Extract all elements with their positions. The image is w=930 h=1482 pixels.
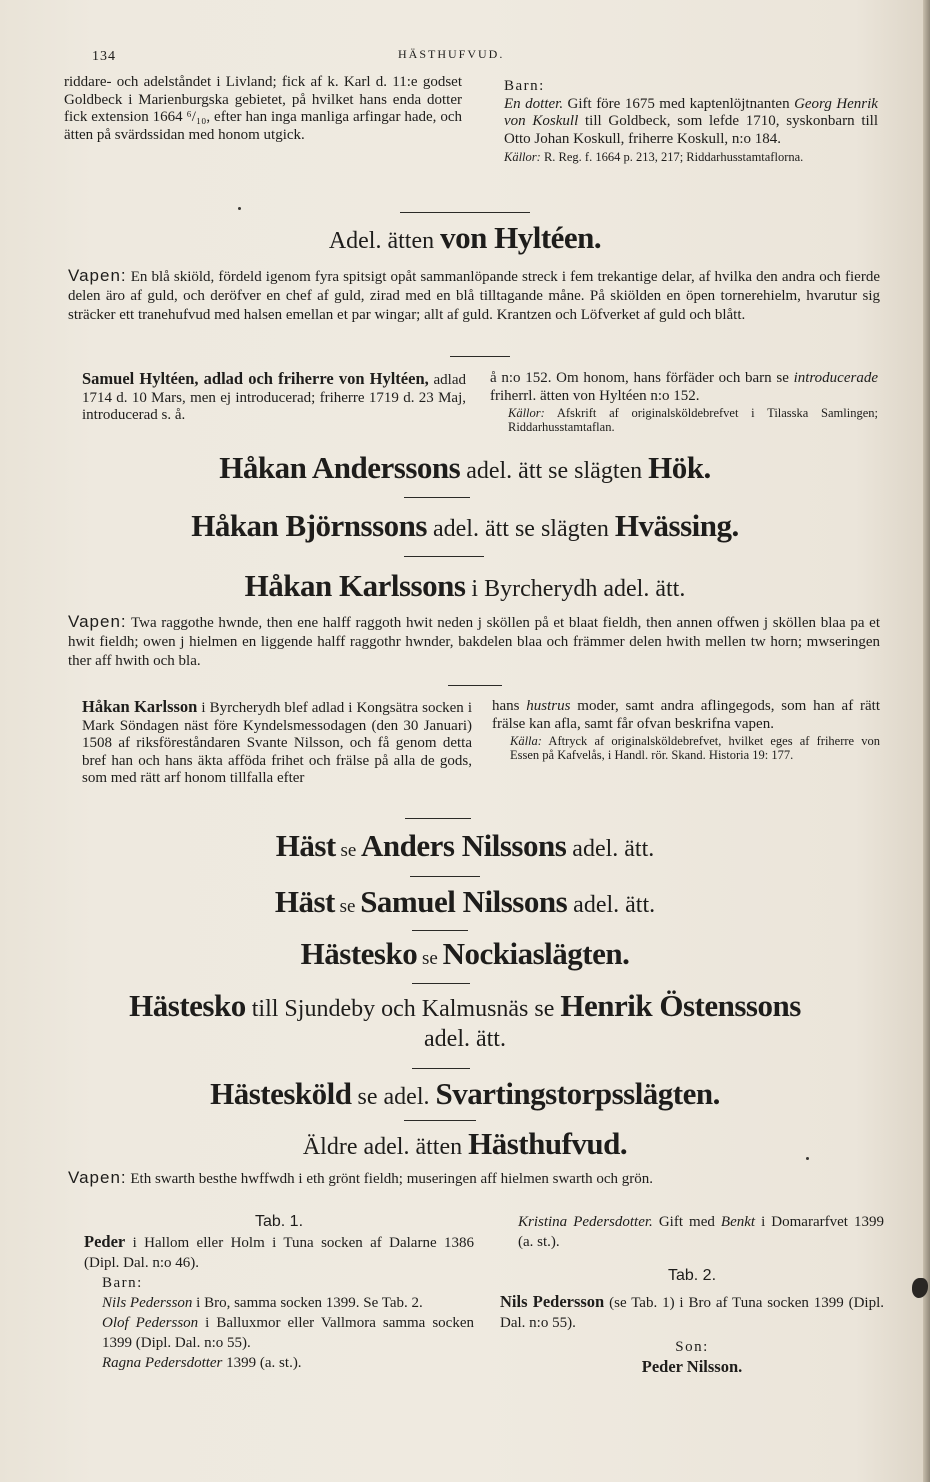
- xref1-target: Hök.: [648, 450, 711, 485]
- hylteen-right-b: friherrl. ätten von Hyltéen n:o 152.: [490, 387, 700, 404]
- section-divider: [410, 876, 480, 877]
- xref6-c: adel. ätt.: [424, 1026, 506, 1052]
- karlsson-right-a: hans: [492, 698, 527, 714]
- kristina-text-b: i Domararfvet 1399 (a. st.).: [518, 1214, 884, 1250]
- xref5-se: se: [417, 948, 443, 969]
- karlsson-hustrus: hustrus: [526, 698, 571, 714]
- ragna-name: Ragna Pedersdotter: [102, 1355, 223, 1371]
- barn-label: Barn:: [102, 1275, 143, 1291]
- section-divider: [405, 818, 471, 819]
- karlsson-vapen-label: Vapen:: [68, 612, 127, 631]
- hylteen-left-name: Samuel Hyltéen, adlad och friherre von Hyltéen,: [82, 369, 429, 388]
- xref-hakan-anderssons: [60, 450, 870, 486]
- nils-text: i Bro, samma socken 1399. Se Tab. 2.: [192, 1295, 423, 1311]
- hasthufvud-title: [60, 1126, 870, 1162]
- xref4-a: Häst: [274, 884, 335, 919]
- nils-entry: [84, 1293, 474, 1313]
- xref3-c: adel. ätt.: [566, 836, 655, 862]
- hasthufvud-left-column: [84, 1212, 474, 1373]
- peder-name: Peder: [84, 1232, 126, 1251]
- karlsson-title: [60, 568, 870, 604]
- section-divider: [448, 685, 502, 686]
- peder-entry: [84, 1232, 474, 1273]
- karlsson-right-text: [492, 698, 880, 733]
- hylteen-right-text: [490, 370, 878, 405]
- hylteen-title-pre: Adel. ätten: [328, 228, 441, 254]
- xref1-mid: adel. ätt se slägten: [460, 458, 649, 484]
- section-divider: [404, 1120, 476, 1121]
- koskull-dotter-rest-b: till Goldbeck, som lefde 1710, syskonbarn till Otto Johan Koskull, friherre Koskull, n:o 184.: [504, 113, 878, 147]
- olof-name: Olof Pedersson: [102, 1315, 199, 1331]
- section-divider: [412, 930, 468, 931]
- koskull-left-text: riddare- och adelståndet i Livland; fick af k. Karl d. 11:e godset Goldbeck i Marienburgska gebietet, på hvilket hans enda dotter fick extension 1664 ⁶/₁₀, efter han inga manliga arfingar hade, och ätten på svärdssidan med honom utgick.: [64, 74, 462, 143]
- koskull-kallor-text: R. Reg. f. 1664 p. 213, 217; Riddarhusstamtaflorna.: [540, 150, 804, 164]
- benkt-name: Benkt: [720, 1214, 756, 1230]
- hasthufvud-vapen: [68, 1168, 880, 1189]
- xref4-b: Samuel Nilssons: [360, 884, 568, 919]
- hasthufvud-title-name: Hästhufvud.: [468, 1126, 628, 1161]
- karlsson-right-b: moder, samt andra aflingegods, som han af rätt frälse kan afla, samt får ofvan beskrifna vapen.: [492, 698, 880, 732]
- xref-hakan-bjornssons: [60, 508, 870, 544]
- xref-hastesko-sjundeby: [60, 988, 870, 1024]
- hylteen-right-column: [490, 370, 878, 434]
- hylteen-left-rest: adlad 1714 d. 10 Mars, men ej introducerad; friherre 1719 d. 23 Maj, introducerad s. å.: [82, 372, 466, 423]
- section-divider: [400, 212, 530, 213]
- son-label: Son:: [675, 1339, 709, 1355]
- ragna-text: 1399 (a. st.).: [222, 1355, 302, 1371]
- hasthufvud-vapen-label: Vapen:: [68, 1168, 127, 1187]
- hylteen-title-name: von Hyltéen.: [440, 220, 602, 255]
- kristina-name: Kristina Pedersdotter.: [518, 1214, 653, 1230]
- karlsson-right-column: [492, 698, 880, 762]
- koskull-left-column: [64, 74, 462, 144]
- xref-hastesko-sjundeby-line2: [60, 1026, 870, 1053]
- hylteen-vapen-label: Vapen:: [68, 266, 127, 285]
- xref7-mid: se adel.: [351, 1084, 436, 1110]
- running-title: HÄSTHUFVUD.: [398, 47, 505, 61]
- xref2-target: Hvässing.: [614, 508, 739, 543]
- nils2-entry: [500, 1292, 884, 1333]
- xref3-b: Anders Nilssons: [361, 828, 567, 863]
- olof-text: i Balluxmor eller Vallmora samma socken 1399 (Dipl. Dal. n:o 55).: [102, 1315, 474, 1351]
- nils2-name: Nils Pedersson: [500, 1292, 605, 1311]
- olof-entry: [84, 1313, 474, 1353]
- hylteen-sources: [490, 406, 878, 434]
- section-divider: [404, 497, 470, 498]
- xref7-a: Hästesköld: [210, 1076, 352, 1111]
- karlsson-left-name: Håkan Karlsson: [82, 697, 198, 716]
- hasthufvud-vapen-text: Eth swarth besthe hwffwdh i eth grönt fieldh; museringen aff hielmen swarth och grön.: [126, 1171, 654, 1187]
- karlsson-sources: [492, 734, 880, 762]
- ragna-entry: [84, 1353, 474, 1373]
- tab2-heading: Tab. 2.: [667, 1267, 717, 1284]
- karlsson-kalla-label: Källa:: [510, 734, 542, 748]
- hylteen-kallor-text: Afskrift af originalsköldebrefvet i Tilasska Samlingen; Riddarhusstamtaflan.: [508, 406, 878, 434]
- karlsson-vapen: [68, 612, 880, 671]
- karlsson-vapen-text: Twa raggothe hwnde, then ene halff raggoth hwit neden j sköllen på et blaat fieldh, then annen offwen j sköllen blaa pa et hwit fieldh; owen j hielmen en liggende halff raggothr hwnder, bakdelen blaa och främmer delen hwith mellen tw horn; mwseringen ther aff hwith och bla.: [68, 615, 880, 669]
- kristina-text-a: Gift med: [652, 1214, 721, 1230]
- xref6-a: Hästesko: [129, 988, 246, 1023]
- xref-hast-anders: [60, 828, 870, 864]
- xref3-a: Häst: [275, 828, 336, 863]
- section-divider: [412, 1068, 470, 1069]
- xref2-mid: adel. ätt se slägten: [426, 516, 615, 542]
- section-divider: [450, 356, 510, 357]
- peder2-name: Peder Nilsson.: [641, 1357, 743, 1376]
- karlsson-title-name: Håkan Karlssons: [244, 568, 466, 603]
- xref5-a: Hästesko: [300, 936, 418, 971]
- section-divider: [412, 983, 470, 984]
- hylteen-vapen: [68, 266, 880, 325]
- peder-text: i Hallom eller Holm i Tuna socken af Dalarne 1386 (Dipl. Dal. n:o 46).: [84, 1235, 474, 1271]
- hylteen-vapen-text: En blå skiöld, fördeld igenom fyra spitsigt opåt sammanlöpande streck i fem trekantige delar, af hvilka den andra och fierde delen äro af guld, och deröfver en chef af guld, zirad med en blå tilltagande måne. På skiölden en öpen tornerehielm, hvarutur sig sträcker ett tranehufvud med halsen emellan et par wingar; allt af guld. Krantzen och Löfverket af guld och blått.: [68, 269, 880, 323]
- koskull-georg-name: Georg Henrik von Koskull: [504, 95, 878, 129]
- nils-name: Nils Pedersson: [102, 1295, 193, 1311]
- koskull-barn-label: Barn:: [504, 78, 545, 94]
- print-speck: [806, 1157, 809, 1160]
- xref3-se: se: [335, 840, 362, 861]
- koskull-dotter-name: En dotter.: [504, 95, 564, 112]
- xref4-c: adel. ätt.: [567, 892, 656, 918]
- xref4-se: se: [334, 896, 361, 917]
- hasthufvud-title-pre: Äldre adel. ätten: [302, 1134, 469, 1160]
- karlsson-left-rest: i Byrcherydh blef adlad i Kongsätra socken i Mark Söndagen näst före Kyndelsmessodagen (den 30 Januari) 1508 af riksföreståndaren Svante Nilsson, och få genom detta bref han och hans äkta afföda frihet och frälse på alla de gods, som med rätt arf honom tillfalla efter: [82, 700, 472, 786]
- hasthufvud-right-column: [500, 1212, 884, 1377]
- xref1-name: Håkan Anderssons: [219, 450, 461, 485]
- koskull-right-column: [486, 78, 878, 164]
- xref2-name: Håkan Björnssons: [191, 508, 427, 543]
- koskull-sources: [486, 150, 878, 164]
- hylteen-right-a: å n:o 152. Om honom, hans förfäder och barn se: [490, 370, 794, 386]
- karlsson-left-text: [64, 698, 472, 788]
- koskull-kallor-label: Källor:: [504, 150, 541, 164]
- xref-hast-samuel: [60, 884, 870, 920]
- hylteen-left-column: [64, 370, 466, 425]
- xref-hastesko-nockia: [60, 936, 870, 972]
- nils2-text: (se Tab. 1) i Bro af Tuna socken 1399 (Dipl. Dal. n:o 55).: [500, 1295, 885, 1331]
- karlsson-title-rest: i Byrcherydh adel. ätt.: [465, 576, 686, 602]
- xref7-b: Svartingstorpsslägten.: [435, 1076, 720, 1111]
- hylteen-introducerade: introducerade: [793, 370, 878, 386]
- tab1-heading: Tab. 1.: [254, 1213, 304, 1230]
- koskull-dotter-text: [486, 96, 878, 149]
- kristina-entry: [500, 1212, 884, 1252]
- xref5-b: Nockiaslägten.: [442, 936, 630, 971]
- section-divider: [404, 556, 484, 557]
- page-number: 134: [92, 49, 116, 64]
- karlsson-kalla-text: Aftryck af originalsköldebrefvet, hvilket eges af friherre von Essen på Kafvelås, i Handl. rör. Skand. Historia 19: 177.: [510, 734, 880, 762]
- hylteen-left-text: [64, 370, 466, 425]
- print-speck: [238, 207, 241, 210]
- hylteen-title: [60, 220, 870, 256]
- koskull-dotter-rest-a: Gift före 1675 med kaptenlöjtnanten: [563, 95, 795, 112]
- page-edge-shadow: [923, 0, 930, 1482]
- karlsson-left-column: [64, 698, 472, 788]
- xref6-mid: till Sjundeby och Kalmusnäs se: [245, 996, 561, 1022]
- xref6-b: Henrik Östenssons: [560, 988, 801, 1023]
- xref-hastesköld: [60, 1076, 870, 1112]
- hylteen-kallor-label: Källor:: [508, 406, 545, 420]
